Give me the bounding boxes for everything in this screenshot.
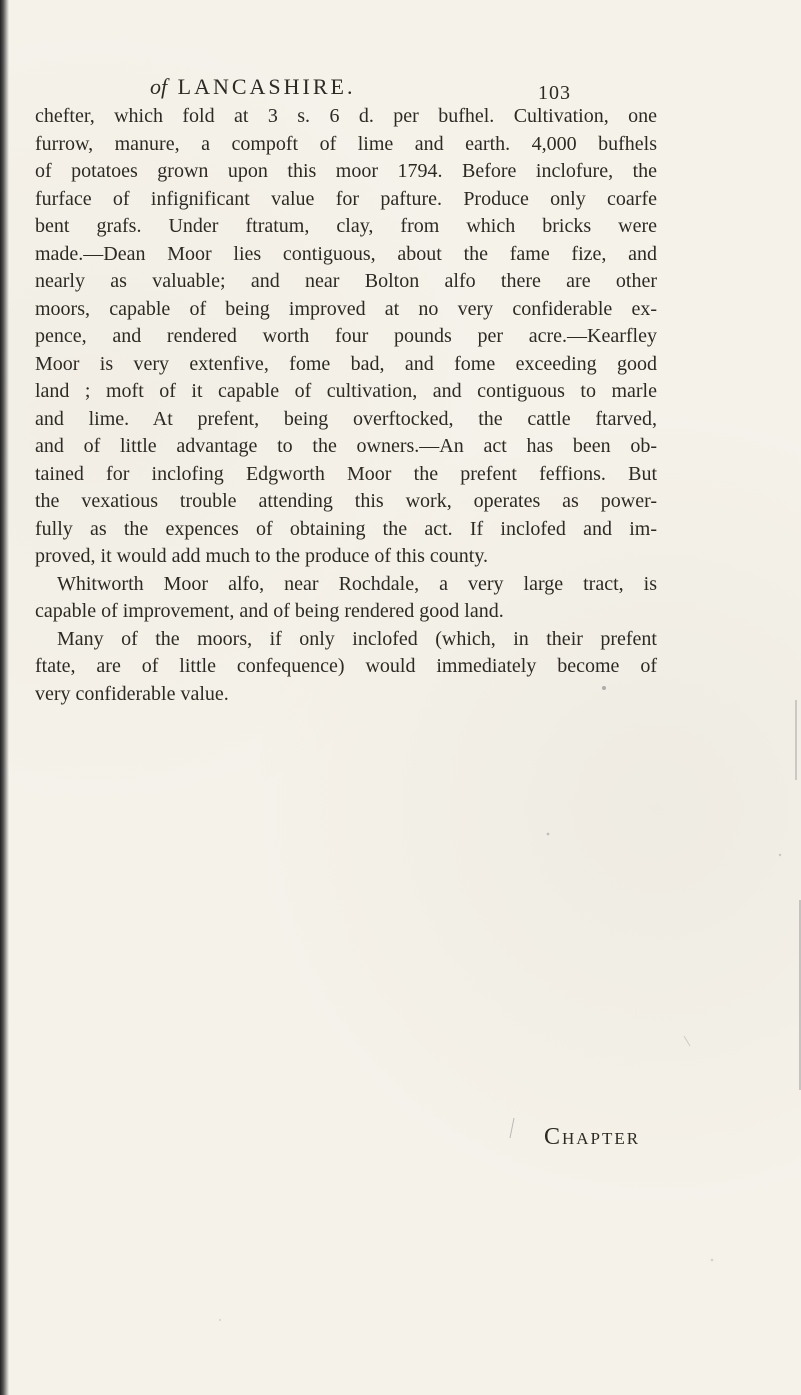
running-head-title <box>150 74 355 100</box>
text-line-16: fully as the expences of obtaining the act. If inclofed and im- <box>35 517 657 540</box>
text-line-3: of potatoes grown upon this moor 1794. Before inclofure, the <box>35 160 657 182</box>
text-line-2: furrow, manure, a compoft of lime and earth. 4,000 bufhels <box>35 132 657 155</box>
text-line-15: the vexatious trouble attending this work, operates as power- <box>35 490 657 512</box>
text-line-7: nearly as valuable; and near Bolton alfo there are other <box>35 270 657 292</box>
text-line-12: and lime. At prefent, being overftocked, the cattle ftarved, <box>35 407 657 430</box>
text-line-9: pence, and rendered worth four pounds per acre.—Kearfley <box>35 325 657 347</box>
page-number: 103 <box>538 82 571 104</box>
text-line-17: proved, it would add much to the produce of this county. <box>35 545 489 567</box>
text-line-22: very confiderable value. <box>35 682 229 705</box>
running-head-county: LANCASHIRE. <box>177 74 356 99</box>
text-line-5: bent grafs. Under ftratum, clay, from which bricks were <box>35 215 657 237</box>
text-line-19: capable of improvement, and of being rendered good land. <box>35 600 504 622</box>
text-line-13: and of little advantage to the owners.—An act has been ob- <box>35 435 657 457</box>
text-line-20: Many of the moors, if only inclofed (which, in their prefent <box>57 627 657 650</box>
page-binding-shadow <box>0 0 9 1395</box>
text-line-6: made.—Dean Moor lies contiguous, about the fame fize, and <box>35 242 657 265</box>
catchword: Chapter <box>544 1124 641 1150</box>
text-line-10: Moor is very extenfive, fome bad, and fome exceeding good <box>35 352 657 375</box>
text-line-8: moors, capable of being improved at no very confiderable ex- <box>35 297 657 320</box>
text-line-1: chefter, which fold at 3 s. 6 d. per bufhel. Cultivation, one <box>35 105 657 127</box>
text-line-21: ftate, are of little confequence) would immediately become of <box>35 655 657 677</box>
text-line-4: furface of infignificant value for pafture. Produce only coarfe <box>35 187 657 210</box>
text-line-11: land ; moft of it capable of cultivation, and contiguous to marle <box>35 380 657 402</box>
text-line-18: Whitworth Moor alfo, near Rochdale, a very large tract, is <box>57 572 657 595</box>
body-text <box>35 103 657 708</box>
running-head-of: of <box>150 74 168 99</box>
text-line-14: tained for inclofing Edgworth Moor the prefent feffions. But <box>35 462 657 485</box>
